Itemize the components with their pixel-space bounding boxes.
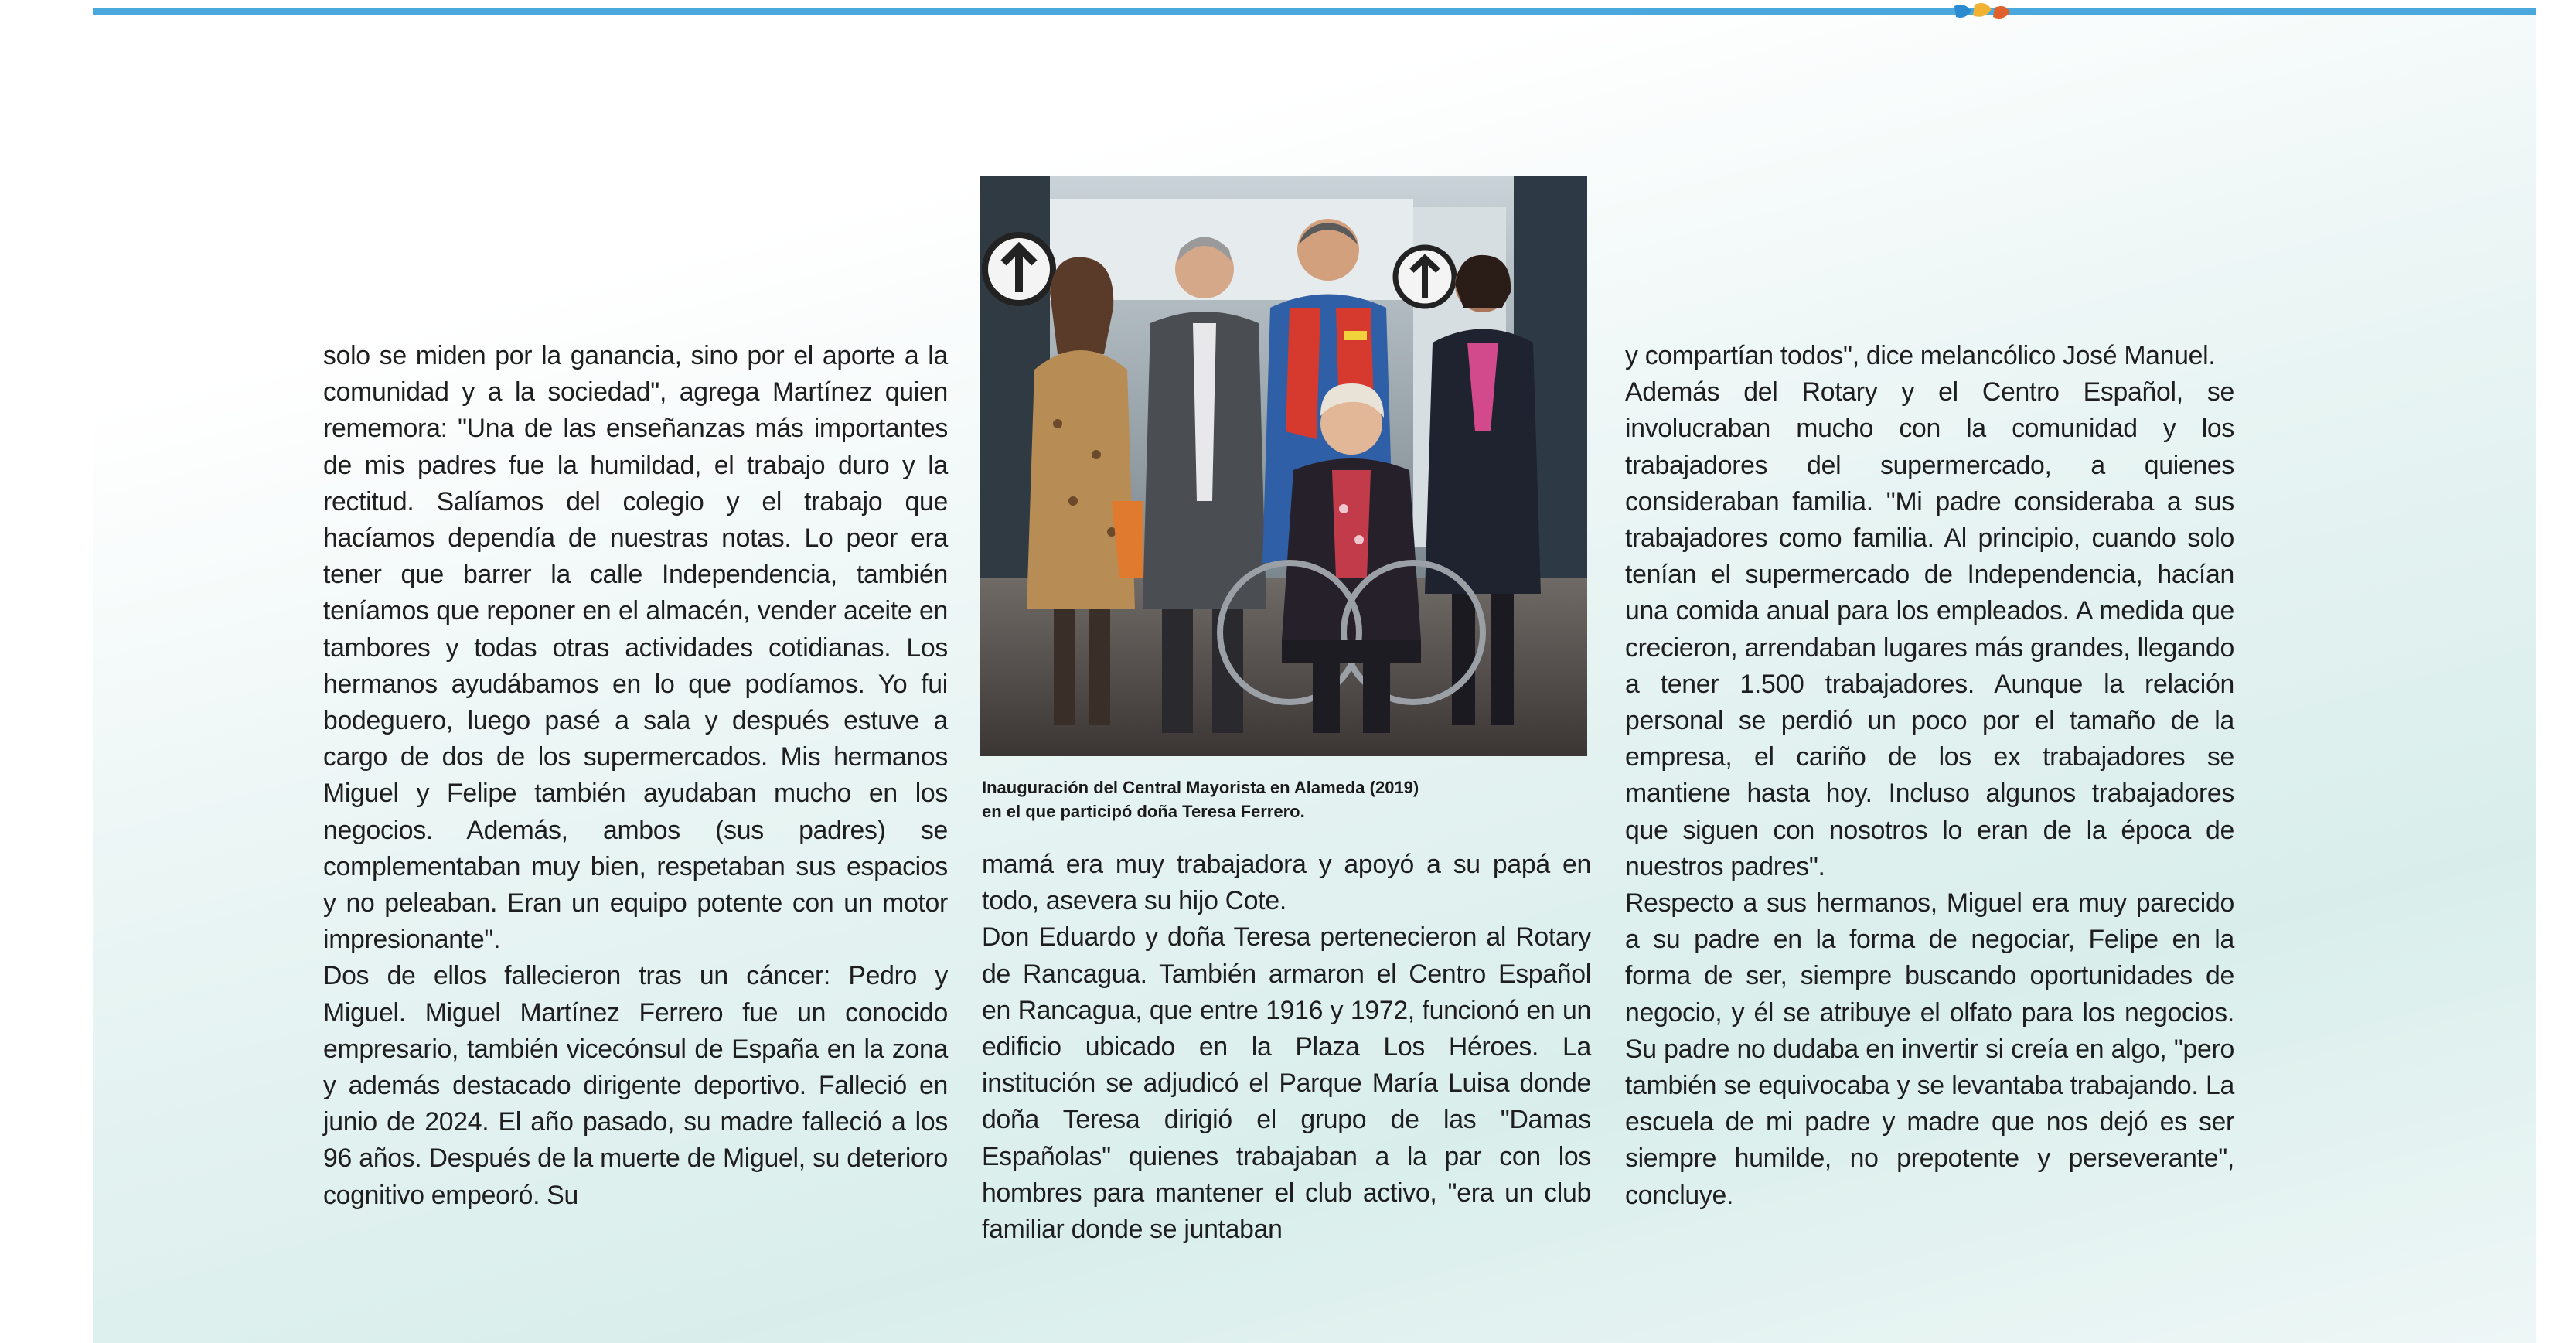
article-photo [980,176,1587,756]
paragraph: y compartían todos", dice melancólico José Manuel. [1625,341,2216,370]
paragraph: Don Eduardo y doña Teresa pertenecieron al Rotary de Rancagua. También armaron el Centro Español en Rancagua, que entre 1916 y 1972, funcionó en un edificio ubicado en la Plaza Los Héroes. La institución se adjudicó el Parque María Luisa donde doña Teresa dirigió el grupo de las "Damas Españolas" quienes trabajaban a la par con los hombres para mantener el club activo, "era un club familiar donde se juntaban [982,922,1591,1245]
caption-line: en el que participó doña Teresa Ferrero. [982,802,1305,821]
brand-logo-icon [1948,0,2041,31]
top-rule [93,8,2536,15]
paragraph: mamá era muy trabajadora y apoyó a su papá en todo, asevera su hijo Cote. [982,850,1591,916]
article-column-2 [982,847,1591,1248]
paragraph: Además del Rotary y el Centro Español, se involucraban mucho con la comunidad y los trabajadores del supermercado, a quienes consideraban familia. "Mi padre consideraba a sus trabajadores como familia. Al principio, cuando solo tenían el supermercado de Independencia, hacían una comida anual para los empleados. A medida que crecieron, arrendaban lugares más grandes, llegando a tener 1.500 trabajadores. Aunque la relación personal se perdió un poco por el tamaño de la empresa, el cariño de los ex trabajadores se mantiene hasta hoy. Incluso algunos trabajadores que siguen con nosotros lo eran de la época de nuestros padres". [1625,377,2234,881]
paragraph: Respecto a sus hermanos, Miguel era muy parecido a su padre en la forma de negociar, Felipe en la forma de ser, siempre buscando oportunidades de negocio, y él se atribuye el olfato para los negocios. Su padre no dudaba en invertir si creía en algo, "pero también se equivocaba y se levantaba trabajando. La escuela de mi padre y madre que nos dejó es ser siempre humilde, no prepotente y perseverante", concluye. [1625,888,2234,1210]
paragraph: solo se miden por la ganancia, sino por el aporte a la comunidad y a la sociedad", agrega Martínez quien rememora: "Una de las enseñanzas más importantes de mis padres fue la humildad, el trabajo duro y la rectitud. Salíamos del colegio y el trabajo que hacíamos dependía de nuestras notas. Lo peor era tener que barrer la calle Independencia, también teníamos que reponer en el almacén, vender aceite en tambores y todas otras actividades cotidianas. Los hermanos ayudábamos en lo que podíamos. Yo fui bodeguero, luego pasé a sala y después estuve a cargo de dos de los supermercados. Mis hermanos Miguel y Felipe también ayudaban mucho en los negocios. Además, ambos (sus padres) se complementaban muy bien, respetaban sus espacios y no peleaban. Eran un equipo potente con un motor impresionante". [323,341,948,955]
caption-line: Inauguración del Central Mayorista en Alameda (2019) [982,778,1419,797]
article-column-3 [1625,338,2234,1214]
photo-caption [982,775,1593,823]
article-column-1 [323,338,948,1214]
paragraph: Dos de ellos fallecieron tras un cáncer: Pedro y Miguel. Miguel Martínez Ferrero fue un conocido empresario, también vicecónsul de España en la zona y además destacado dirigente deportivo. Falleció en junio de 2024. El año pasado, su madre falleció a los 96 años. Después de la muerte de Miguel, su deterioro cognitivo empeoró. Su [323,961,948,1210]
